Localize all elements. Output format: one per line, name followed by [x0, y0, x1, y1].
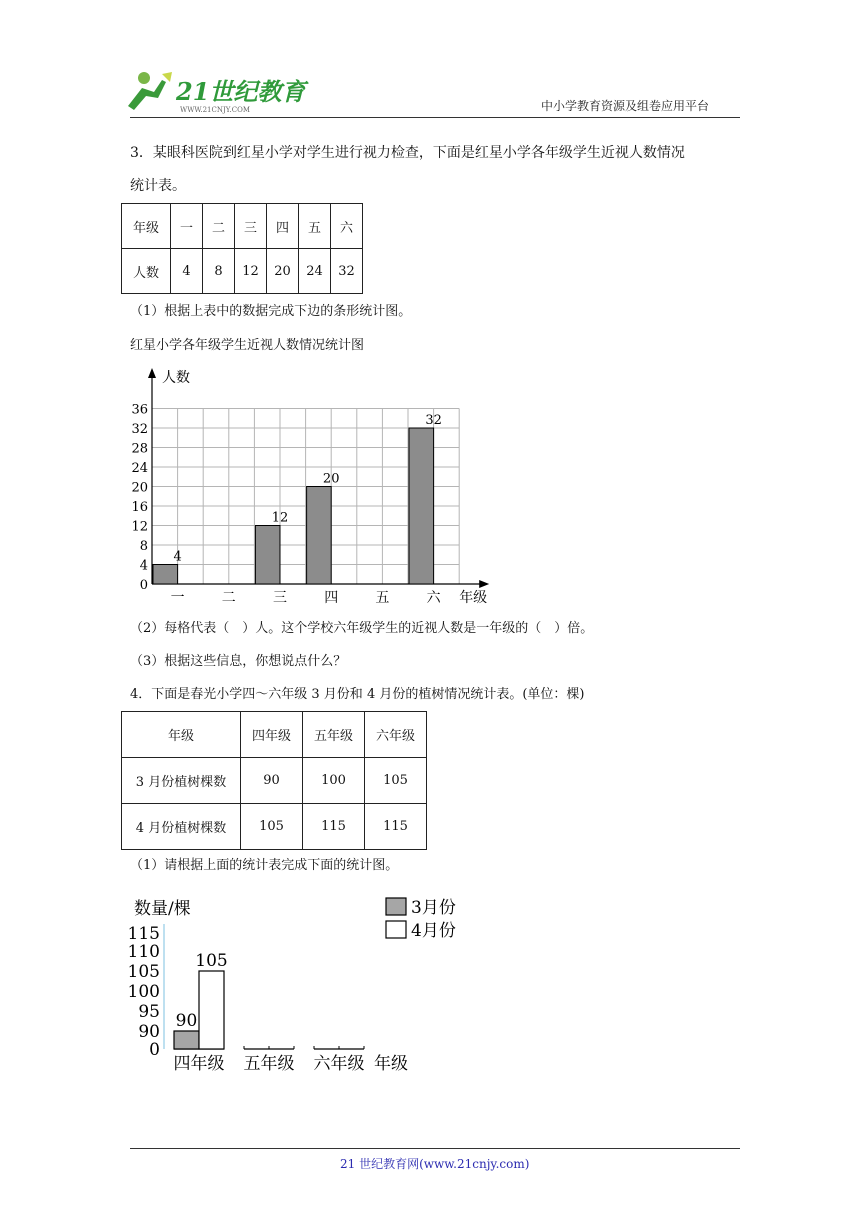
table-cell: 24	[299, 249, 331, 294]
x-tick-label: 四年级	[173, 1054, 225, 1074]
q3-stem-line1: 3．某眼科医院到红星小学对学生进行视力检查，下面是红星小学各年级学生近视人数情况	[130, 145, 685, 161]
footer-link[interactable]: 21 世纪教育网(www.21cnjy.com)	[340, 1157, 530, 1171]
table-row	[122, 758, 427, 804]
x-tick-label: 六年级	[313, 1054, 365, 1074]
y-axis-label: 人数	[162, 370, 190, 386]
bar	[255, 526, 280, 585]
q3-sub1: （1）根据上表中的数据完成下边的条形统计图。	[130, 304, 412, 319]
y-tick-label: 95	[138, 1002, 160, 1022]
table-cell: 115	[365, 804, 427, 850]
y-axis-label: 数量/棵	[134, 899, 191, 919]
q3-chart-title: 红星小学各年级学生近视人数情况统计图	[130, 338, 365, 353]
logo-text: 21世纪教育	[176, 77, 306, 106]
legend-swatch	[386, 921, 406, 938]
q3-stem-line2: 统计表。	[130, 178, 186, 194]
table-cell: 三	[235, 204, 267, 249]
x-tick-label: 二	[221, 590, 236, 606]
y-tick-label: 115	[127, 924, 160, 944]
table-row	[122, 804, 427, 850]
table-cell: 六	[331, 204, 363, 249]
table-cell: 12	[235, 249, 267, 294]
table-cell: 3 月份植树棵数	[122, 758, 241, 804]
bar-value-label: 32	[425, 413, 442, 428]
x-tick-label: 一	[170, 590, 185, 606]
y-tick-label: 100	[127, 982, 160, 1002]
bar	[174, 1031, 199, 1049]
q3-sub3: （3）根据这些信息，你想说点什么？	[130, 654, 347, 669]
y-axis-arrow	[148, 368, 156, 378]
y-tick-label: 28	[131, 441, 148, 457]
bar-value-label: 12	[271, 510, 289, 526]
bar	[307, 487, 332, 585]
logo-subtext: WWW.21CNJY.COM	[180, 106, 250, 114]
header-divider	[130, 117, 740, 118]
table-cell: 100	[303, 758, 365, 804]
y-tick-label: 32	[131, 422, 148, 437]
bar-value-label: 20	[322, 471, 340, 487]
q3-sub2: （2）每格代表（ ）人。这个学校六年级学生的近视人数是一年级的（ ）倍。	[130, 621, 594, 636]
table-cell: 年级	[122, 712, 241, 758]
table-cell: 4	[171, 249, 203, 294]
y-tick-label: 16	[131, 500, 148, 515]
table-row	[122, 249, 363, 294]
y-tick-label: 20	[131, 480, 148, 496]
x-tick-label: 六	[426, 590, 441, 606]
y-tick-label: 12	[131, 519, 148, 535]
table-cell: 四	[267, 204, 299, 249]
q4-stem: 4．下面是春光小学四～六年级 3 月份和 4 月份的植树情况统计表。(单位：棵)	[130, 687, 585, 702]
y-tick-label: 36	[131, 402, 148, 418]
q3-data-table	[121, 203, 363, 294]
x-axis-arrow	[479, 580, 489, 588]
table-cell: 8	[203, 249, 235, 294]
site-logo	[122, 66, 306, 118]
table-row	[122, 204, 363, 249]
y-tick-label: 90	[138, 1022, 160, 1042]
legend-swatch	[386, 898, 406, 915]
x-axis-label: 年级	[374, 1054, 408, 1074]
table-cell: 90	[241, 758, 303, 804]
q3-bar-chart	[120, 362, 530, 610]
table-cell: 32	[331, 249, 363, 294]
header-platform-text: 中小学教育资源及组卷应用平台	[541, 99, 710, 113]
x-tick-label: 三	[273, 590, 287, 606]
table-cell: 105	[241, 804, 303, 850]
legend-label: 3月份	[411, 898, 456, 918]
table-cell: 五	[299, 204, 331, 249]
table-cell: 二	[203, 204, 235, 249]
y-tick-label: 8	[139, 539, 148, 554]
x-tick-label: 五	[375, 590, 390, 606]
table-cell: 105	[365, 758, 427, 804]
legend-label: 4月份	[411, 921, 456, 941]
x-axis-label: 年级	[459, 590, 488, 606]
table-cell: 年级	[122, 204, 171, 249]
y-tick-label: 0	[149, 1040, 160, 1060]
table-cell: 六年级	[365, 712, 427, 758]
x-tick-label: 四	[324, 590, 339, 606]
y-tick-label: 4	[139, 558, 148, 574]
runner-logo-icon	[122, 66, 306, 118]
bar	[409, 428, 434, 584]
table-cell: 4 月份植树棵数	[122, 804, 241, 850]
bar-value-label: 105	[195, 951, 228, 971]
table-cell: 115	[303, 804, 365, 850]
y-tick-label: 110	[127, 942, 160, 962]
bar	[153, 565, 178, 585]
bar-value-label: 90	[175, 1011, 198, 1031]
table-cell: 四年级	[241, 712, 303, 758]
table-cell: 一	[171, 204, 203, 249]
y-tick-label: 0	[139, 578, 148, 593]
y-tick-label: 24	[131, 461, 148, 476]
q4-data-table	[121, 711, 427, 850]
q4-sub1: （1）请根据上面的统计表完成下面的统计图。	[130, 858, 399, 873]
q4-bar-chart	[128, 888, 468, 1084]
y-tick-label: 105	[127, 962, 160, 982]
x-tick-label: 五年级	[243, 1054, 295, 1074]
table-cell: 五年级	[303, 712, 365, 758]
bar-value-label: 4	[173, 549, 182, 565]
table-row	[122, 712, 427, 758]
table-cell: 人数	[122, 249, 171, 294]
table-cell: 20	[267, 249, 299, 294]
footer-divider	[130, 1148, 740, 1149]
bar	[199, 971, 224, 1049]
